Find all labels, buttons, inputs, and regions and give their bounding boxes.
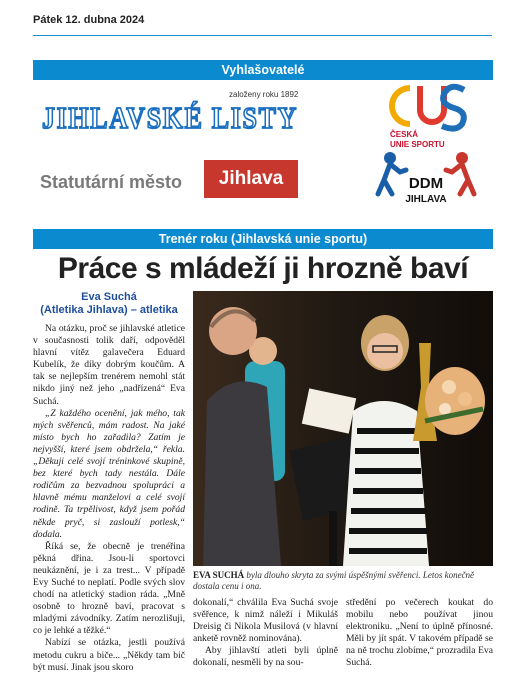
caption-name: EVA SUCHÁ <box>193 570 245 580</box>
author-club: (Atletika Jihlava) – atletika <box>40 304 178 316</box>
ddm-jihlava-logo <box>376 150 476 216</box>
category-banner: Trenér roku (Jihlavská unie sportu) <box>33 229 493 249</box>
cus-label <box>390 130 445 150</box>
ddm-line-1: DDM <box>408 175 444 192</box>
paragraph: Aby jihlavští atleti byli úplně dokonalí, nesměli by na sou- <box>193 645 338 669</box>
caption-text: byla dlouho skryta za svými úspěšnými svěřenci. Letos konečně dostala cenu i ona. <box>193 570 475 591</box>
photo-caption <box>193 570 493 592</box>
cus-line-1: ČESKÁ <box>390 130 419 139</box>
article-headline: Práce s mládeží ji hrozně baví <box>57 252 469 285</box>
city-label: Statutární město <box>40 172 183 192</box>
paragraph: Říká se, že obecně je trenéřina pěkná dřina. Jsou-li sportovci neukáznění, je i za trest... V případě Evy Suché to neplatí. Podle svých slov chodí na atletický stadion ráda. „Mně osobně to hrozně baví, pracovat s mladými závodníky. Zatím nerozlišuji, co je lehké a těžké.“ <box>33 540 185 637</box>
issue-date: Pátek 12. dubna 2024 <box>33 14 145 26</box>
paragraph: Na otázku, proč se jihlavské atletice v současnosti tolik daří, odpověděl hlavní vítěz galavečera Eduard Kubelík, že díky dobrým koučům. A tak se nejlepším trenérem nemohl stát nikdo jiný než jeho „nadřízená“ Eva Suchá. <box>33 323 185 407</box>
author-block <box>33 291 185 317</box>
header-divider <box>33 35 492 36</box>
article-column-1 <box>33 323 185 674</box>
jl-founded-note: založeny roku 1892 <box>229 90 299 99</box>
award-photo <box>193 291 493 566</box>
jihlavske-listy-wordmark: JIHLAVSKÉ LISTY <box>42 100 298 135</box>
jihlavske-listy-logo <box>40 92 302 142</box>
author-name: Eva Suchá <box>81 291 137 303</box>
paragraph: dokonalí,“ chválila Eva Suchá svoje svěřence, k nimž náleží i Mikuláš Dreisig či Nikola Musilová (v hlavní anketě rovněž nominována). <box>193 597 338 645</box>
ddm-line-2: JIHLAVA <box>405 194 447 205</box>
paragraph: středění po večerech koukat do mobilu nebo používat jinou elektroniku. „Není to úplně přínosné. Měli by jít spát. V takovém případě se na ně trochu zlobíme,“ prozradila Eva Suchá. <box>346 597 493 669</box>
paragraph: Nabízí se otázka, jestli používá metodu cukru a biče... „Někdy tam bič být musí. Jinak jsou skoro <box>33 637 185 673</box>
city-name-box: Jihlava <box>204 160 298 198</box>
article-column-3 <box>346 597 493 670</box>
article-column-2 <box>193 597 338 670</box>
cus-line-2: UNIE SPORTU <box>390 140 445 149</box>
sponsors-banner: Vyhlašovatelé <box>33 60 493 80</box>
paragraph: „Z každého ocenění, jak mého, tak mých svěřenců, mám radost. Na jaké místo bych ho zařadila? Zatím je nejvyšší, které jsem obdržela,“ řekla. „Děkuji celé svojí tréninkové skupině, bez které bych tady nestála. Dále rodičům za bezvadnou spolupráci a hlavně mému manželovi a celé svojí rodině. Ta trpělivost, když jsem pořád někde pryč, si zaslouží potlesk,“ dodala. <box>33 407 185 540</box>
